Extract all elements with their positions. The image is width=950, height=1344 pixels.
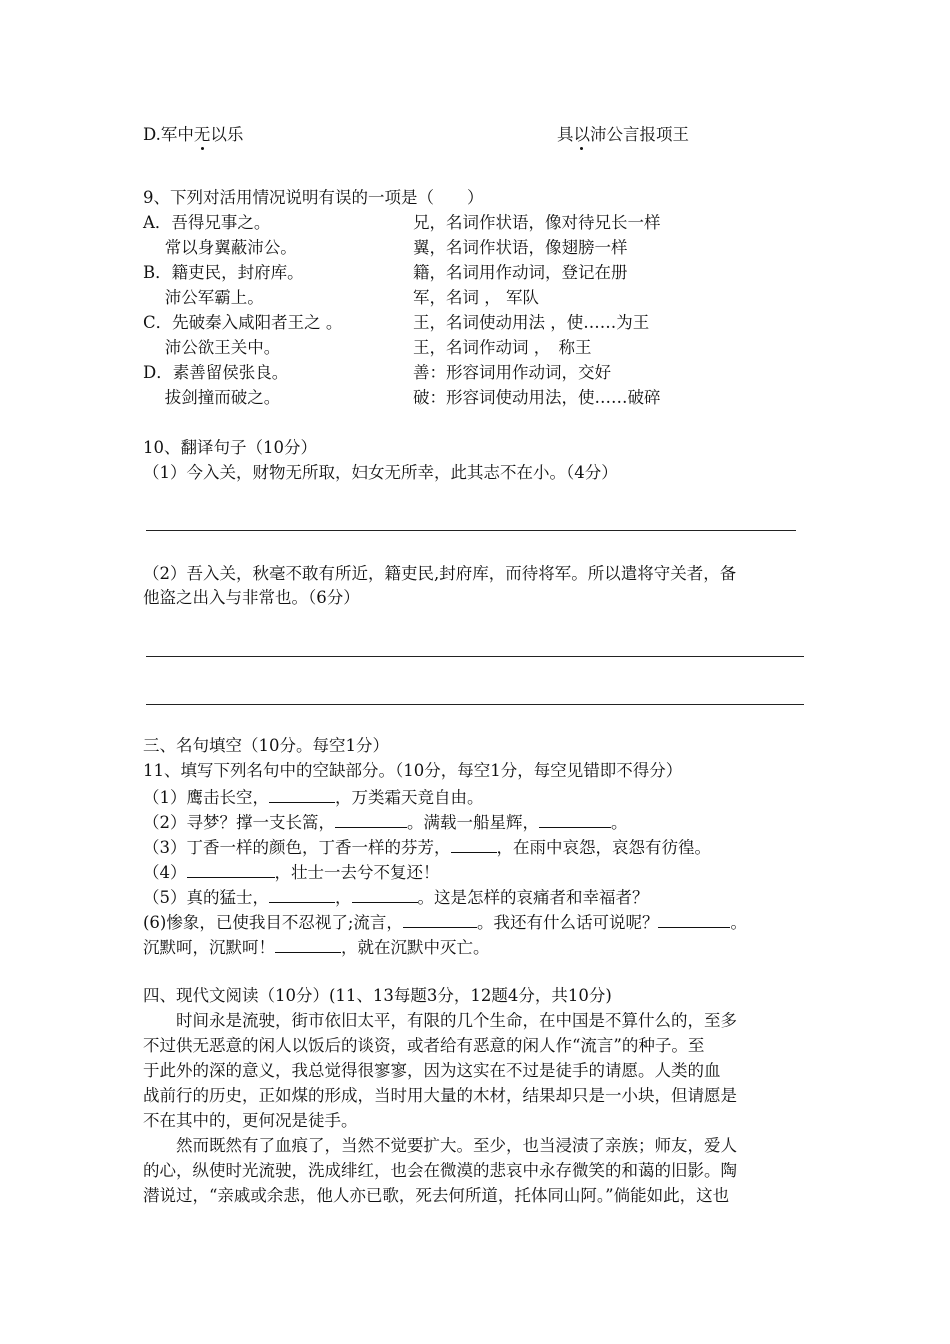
q11-title: 11、填写下列名句中的空缺部分。（10分，每空1分，每空见错即不得分） <box>143 761 683 780</box>
passage-line: 潜说过，“亲戚或余悲，他人亦已歌，死去何所道，托体同山阿。”倘能如此，这也 <box>143 1186 730 1205</box>
q10-title: 10、翻译句子（10分） <box>143 438 317 457</box>
q9-row-left: 常以身翼蔽沛公。 <box>143 238 297 257</box>
fill-blank[interactable] <box>335 813 407 828</box>
item-text: （5）真的猛士， <box>143 888 269 907</box>
q9-row-left: 沛公军霸上。 <box>143 288 264 307</box>
item-text: （3）丁香一样的颜色，丁香一样的芬芳， <box>143 838 451 857</box>
q9-row-right: 王，名词作动词 ， 称王 <box>413 338 592 357</box>
q11-item-6 <box>143 913 747 932</box>
fill-blank[interactable] <box>352 888 418 903</box>
fill-blank[interactable] <box>658 913 730 928</box>
q10-sentence-2-line2: 他盗之出入与非常也。（6分） <box>143 588 360 607</box>
fill-blank[interactable] <box>451 838 497 853</box>
fill-blank[interactable] <box>269 788 335 803</box>
item-text: ， <box>335 888 352 907</box>
q9-row-right: 王，名词使动用法 ，使……为王 <box>413 313 650 332</box>
q8-option-d-left <box>143 127 243 144</box>
q9-row-right: 破：形容词使动用法，使……破碎 <box>413 388 661 407</box>
q9-row-left: 沛公欲王关中。 <box>143 338 281 357</box>
item-text: (6)惨象，已使我目不忍视了;流言， <box>143 913 403 932</box>
passage-line: 不在其中的，更何况是徒手。 <box>143 1111 358 1130</box>
item-text: ，就在沉默中灭亡。 <box>341 938 490 957</box>
section4-title: 四、现代文阅读（10分）(11、13每题3分，12题4分，共10分) <box>143 986 612 1005</box>
fill-blank[interactable] <box>275 938 341 953</box>
answer-line[interactable] <box>146 656 804 657</box>
q9-row-right: 善：形容词用作动词，交好 <box>413 363 611 382</box>
item-text: 。 <box>611 813 628 832</box>
q9-row-right: 翼，名词作状语，像翅膀一样 <box>413 238 628 257</box>
fill-blank[interactable] <box>187 863 275 878</box>
answer-line[interactable] <box>146 530 796 531</box>
q11-item-6-cont <box>143 938 490 957</box>
emphasis-dot-char: 以 <box>573 125 590 144</box>
passage-line: 于此外的深的意义，我总觉得很寥寥，因为这实在不过是徒手的请愿。人类的血 <box>143 1061 721 1080</box>
passage-line: 战前行的历史，正如煤的形成，当时用大量的木材，结果却只是一小块，但请愿是 <box>143 1086 737 1105</box>
item-text: ，壮士一去兮不复还！ <box>274 863 440 882</box>
item-text: 。我还有什么话可说呢？ <box>476 913 659 932</box>
item-text: 。满载一船星辉， <box>407 813 539 832</box>
text-part: D.军中 <box>143 125 194 144</box>
q9-row-left: D．素善留侯张良。 <box>143 363 289 382</box>
q9-row-right: 兄，名词作状语，像对待兄长一样 <box>413 213 661 232</box>
item-text: ，在雨中哀怨，哀怨有彷徨。 <box>496 838 711 857</box>
section3-title: 三、名句填空（10分。每空1分） <box>143 736 389 755</box>
item-text: （4） <box>143 863 187 882</box>
item-text: （1）鹰击长空， <box>143 788 269 807</box>
q11-item-5 <box>143 888 649 907</box>
q9-row-right: 籍，名词用作动词，登记在册 <box>413 263 628 282</box>
passage-line: 然而既然有了血痕了，当然不觉要扩大。至少，也当浸渍了亲族；师友，爱人 <box>143 1136 737 1155</box>
item-text: 沉默呵，沉默呵！ <box>143 938 275 957</box>
text-part: 以乐 <box>210 125 244 144</box>
q9-row-left: A．吾得兄事之。 <box>143 213 271 232</box>
q9-title: 9、下列对活用情况说明有误的一项是（ ） <box>143 188 484 207</box>
q9-row-right: 军，名词 ， 军队 <box>413 288 539 307</box>
item-text: 。这是怎样的哀痛者和幸福者？ <box>417 888 649 907</box>
passage-line: 时间永是流驶，街市依旧太平，有限的几个生命，在中国是不算什么的，至多 <box>143 1011 737 1030</box>
passage-line: 不过供无恶意的闲人以饭后的谈资，或者给有恶意的闲人作“流言”的种子。至 <box>143 1036 705 1055</box>
passage-line: 的心，纵使时光流驶，洗成绯红，也会在微漠的悲哀中永存微笑的和蔼的旧影。陶 <box>143 1161 737 1180</box>
q9-row-left: 拔剑撞而破之。 <box>143 388 281 407</box>
fill-blank[interactable] <box>539 813 611 828</box>
answer-line[interactable] <box>146 704 804 705</box>
q11-item-1 <box>143 788 484 807</box>
q11-item-2 <box>143 813 628 832</box>
text-part: 沛公言报项王 <box>590 125 689 144</box>
emphasis-dot-char: 无 <box>193 125 211 144</box>
fill-blank[interactable] <box>403 913 477 928</box>
fill-blank[interactable] <box>269 888 335 903</box>
q11-item-3 <box>143 838 711 857</box>
item-text: （2）寻梦？撑一支长篙， <box>143 813 335 832</box>
q8-option-d-right <box>557 127 689 144</box>
q10-sentence-2-line1: （2）吾入关，秋毫不敢有所近，籍吏民,封府库，而待将军。所以遣将守关者，备 <box>143 564 737 583</box>
q9-row-left: B．籍吏民，封府库。 <box>143 263 304 282</box>
item-text: ，万类霜天竞自由。 <box>335 788 484 807</box>
q10-sentence-1: （1）今入关，财物无所取，妇女无所幸，此其志不在小。（4分） <box>143 463 618 482</box>
q11-item-4 <box>143 863 440 882</box>
q9-row-left: C．先破秦入咸阳者王之 。 <box>143 313 343 332</box>
text-part: 具 <box>557 125 574 144</box>
item-text: 。 <box>730 913 747 932</box>
